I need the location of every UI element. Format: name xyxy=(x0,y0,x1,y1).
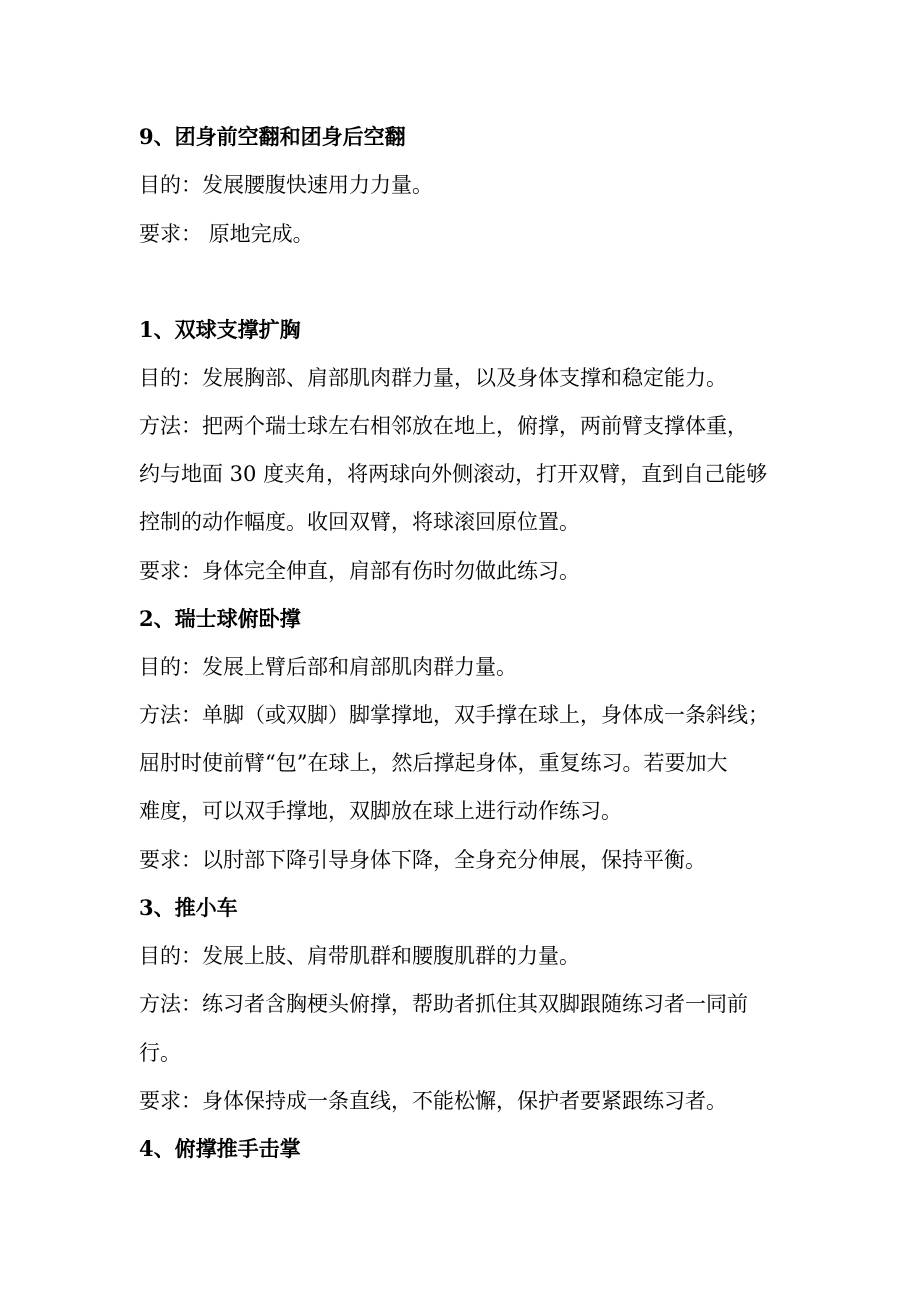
section-3-method-line-2: 行。 xyxy=(139,1041,181,1065)
section-title-3: 3、推小车 xyxy=(139,895,238,920)
section-2-method-line-2: 屈肘时使前臂“包”在球上，然后撑起身体，重复练习。若要加大 xyxy=(139,751,728,775)
section-title-2: 2、瑞士球俯卧撑 xyxy=(139,606,301,631)
section-title-1: 1、双球支撑扩胸 xyxy=(139,317,301,342)
section-title-4: 4、俯撑推手击掌 xyxy=(139,1136,301,1161)
section-9-requirement: 要求： 原地完成。 xyxy=(139,222,314,246)
section-2-requirement: 要求：以肘部下降引导身体下降，全身充分伸展，保持平衡。 xyxy=(139,848,706,872)
section-1-purpose: 目的：发展胸部、肩部肌肉群力量，以及身体支撑和稳定能力。 xyxy=(139,366,727,390)
section-9-purpose: 目的：发展腰腹快速用力力量。 xyxy=(139,173,433,197)
section-2-method-line-3: 难度，可以双手撑地，双脚放在球上进行动作练习。 xyxy=(139,799,622,823)
section-title-9: 9、团身前空翻和团身后空翻 xyxy=(139,124,406,149)
section-2-purpose: 目的：发展上臂后部和肩部肌肉群力量。 xyxy=(139,655,517,679)
section-1-method-line-3: 控制的动作幅度。收回双臂，将球滚回原位置。 xyxy=(139,510,580,534)
section-2-method-line-1: 方法：单脚（或双脚）脚掌撑地，双手撑在球上，身体成一条斜线； xyxy=(139,703,769,727)
section-1-requirement: 要求：身体完全伸直，肩部有伤时勿做此练习。 xyxy=(139,559,580,583)
section-3-requirement: 要求：身体保持成一条直线，不能松懈，保护者要紧跟练习者。 xyxy=(139,1089,727,1113)
section-3-purpose: 目的：发展上肢、肩带肌群和腰腹肌群的力量。 xyxy=(139,944,580,968)
section-1-method-line-2: 约与地面 30 度夹角，将两球向外侧滚动，打开双臂，直到自己能够 xyxy=(139,462,768,486)
section-1-method-line-1: 方法：把两个瑞士球左右相邻放在地上，俯撑，两前臂支撑体重， xyxy=(139,414,748,438)
section-3-method-line-1: 方法：练习者含胸梗头俯撑，帮助者抓住其双脚跟随练习者一同前 xyxy=(139,992,748,1016)
